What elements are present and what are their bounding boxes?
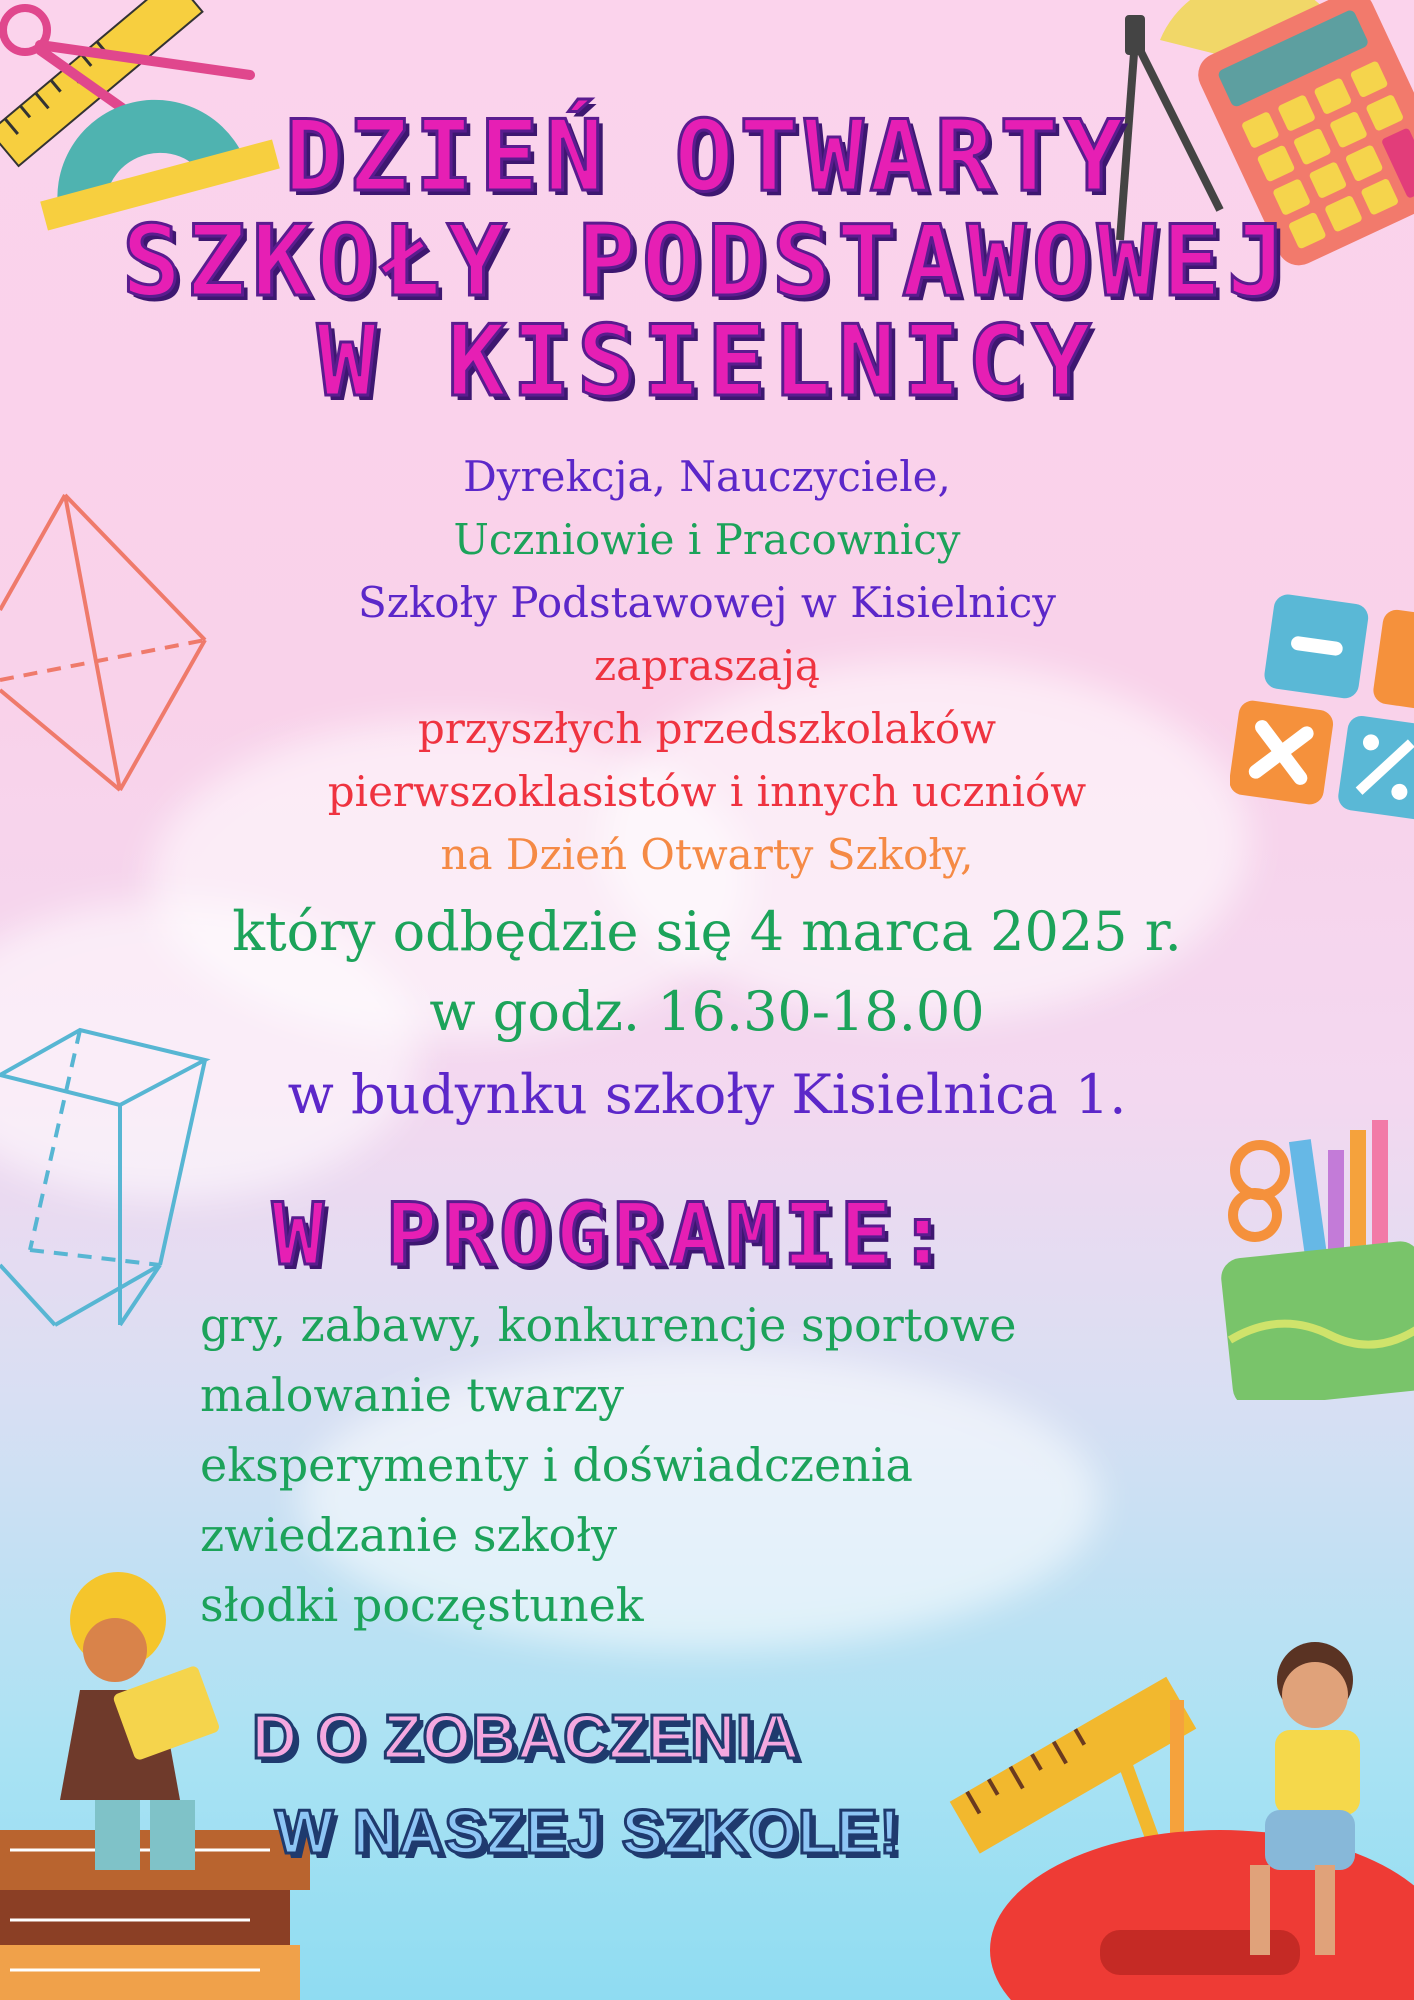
closing-line-1: D O ZOBACZENIA: [252, 1703, 800, 1772]
intro-line-2: Uczniowie i Pracownicy: [453, 515, 961, 564]
program-item: gry, zabawy, konkurencje sportowe: [200, 1298, 1017, 1352]
intro-line-3: Szkoły Podstawowej w Kisielnicy: [357, 578, 1057, 627]
intro-line-5: przyszłych przedszkolaków: [417, 704, 997, 753]
pencil-case-icon: [1220, 1110, 1414, 1400]
event-time-line: w godz. 16.30-18.00: [429, 980, 985, 1043]
program-item: eksperymenty i doświadczenia: [200, 1438, 913, 1492]
program-item: słodki poczęstunek: [200, 1578, 644, 1632]
program-item: zwiedzanie szkoły: [200, 1508, 618, 1562]
title-line-2: SZKOŁY PODSTAWOWEJ: [121, 205, 1293, 319]
title-line-3: W KISIELNICY: [316, 305, 1097, 419]
program-heading: W PROGRAMIE:: [272, 1185, 954, 1285]
event-date-line: który odbędzie się 4 marca 2025 r.: [232, 900, 1182, 963]
intro-line-6: pierwszoklasistów i innych uczniów: [327, 767, 1087, 816]
boy-school-bag-illustration: [920, 1630, 1414, 2000]
closing-line-2: W NASZEJ SZKOLE!: [275, 1798, 901, 1867]
program-item: malowanie twarzy: [200, 1368, 624, 1422]
intro-line-7: na Dzień Otwarty Szkoły,: [440, 830, 974, 879]
intro-line-4: zapraszają: [594, 641, 820, 690]
event-place-line: w budynku szkoły Kisielnica 1.: [287, 1063, 1127, 1126]
title-line-1: DZIEŃ OTWARTY: [284, 100, 1130, 214]
intro-line-1: Dyrekcja, Nauczyciele,: [463, 452, 951, 501]
